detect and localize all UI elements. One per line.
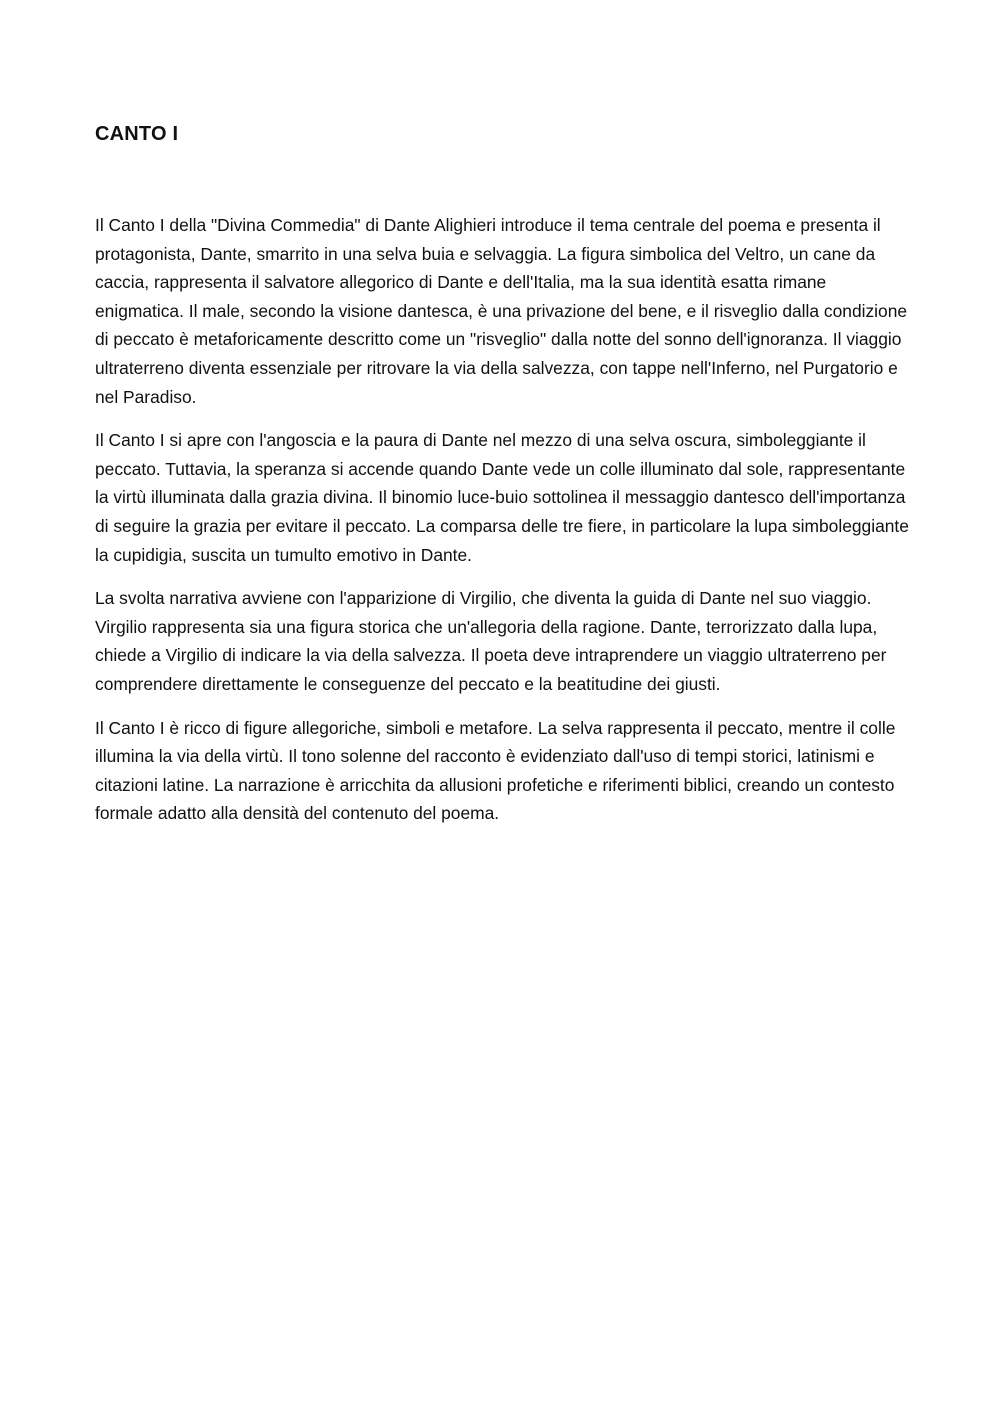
document-title: CANTO I bbox=[95, 123, 179, 145]
paragraph-4: Il Canto I è ricco di figure allegoriche, simboli e metafore. La selva rappresenta il peccato, mentre il colle illumina la via della virtù. Il tono solenne del racconto è evidenziato dall'uso di tempi storici, latinismi e citazioni latine. La narrazione è arricchita da allusioni profetiche e riferimenti biblici, creando un contesto formale adatto alla densità del contenuto del poema. bbox=[95, 717, 896, 824]
paragraph-2: Il Canto I si apre con l'angoscia e la paura di Dante nel mezzo di una selva oscura, simboleggiante il peccato. Tuttavia, la speranza si accende quando Dante vede un colle illuminato dal sole, rappresentante la virtù illuminata dalla grazia divina. Il binomio luce-buio sottolinea il messaggio dantesco dell'importanza di seguire la grazia per evitare il peccato. La comparsa delle tre fiere, in particolare la lupa simboleggiante la cupidigia, suscita un tumulto emotivo in Dante. bbox=[95, 430, 909, 565]
document-body bbox=[95, 211, 910, 843]
paragraph-3: La svolta narrativa avviene con l'apparizione di Virgilio, che diventa la guida di Dante nel suo viaggio. Virgilio rappresenta sia una figura storica che un'allegoria della ragione. Dante, terrorizzato dalla lupa, chiede a Virgilio di indicare la via della salvezza. Il poeta deve intraprendere un viaggio ultraterreno per comprendere direttamente le conseguenze del peccato e la beatitudine dei giusti. bbox=[95, 588, 887, 694]
paragraph-1: Il Canto I della "Divina Commedia" di Dante Alighieri introduce il tema centrale del poema e presenta il protagonista, Dante, smarrito in una selva buia e selvaggia. La figura simbolica del Veltro, un cane da caccia, rappresenta il salvatore allegorico di Dante e dell'Italia, ma la sua identità esatta rimane enigmatica. Il male, secondo la visione dantesca, è una privazione del bene, e il risveglio dalla condizione di peccato è metaforicamente descritto come un "risveglio" dalla notte del sonno dell'ignoranza. Il viaggio ultraterreno diventa essenziale per ritrovare la via della salvezza, con tappe nell'Inferno, nel Purgatorio e nel Paradiso. bbox=[95, 215, 908, 407]
